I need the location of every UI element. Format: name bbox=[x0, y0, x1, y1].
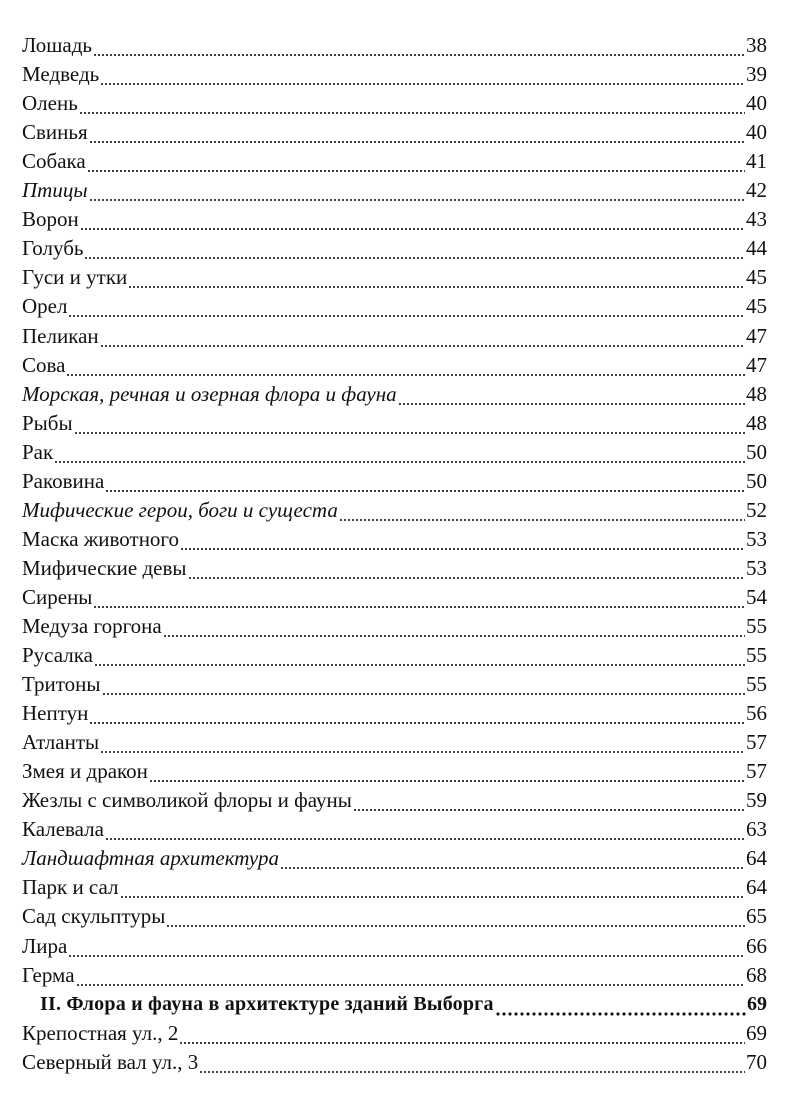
toc-page-number: 40 bbox=[746, 120, 767, 145]
toc-page-number: 38 bbox=[746, 33, 767, 58]
toc-entry-title: Ландшафтная архитектура bbox=[22, 846, 279, 871]
dot-leader bbox=[339, 501, 745, 523]
toc-page-number: 56 bbox=[746, 701, 767, 726]
toc-entry bbox=[22, 494, 767, 523]
toc-entry bbox=[22, 87, 767, 116]
dot-leader bbox=[66, 356, 745, 378]
toc-entry bbox=[22, 203, 767, 232]
toc-entry bbox=[22, 290, 767, 319]
toc-entry-title: Лира bbox=[22, 933, 68, 958]
dot-leader bbox=[79, 94, 745, 116]
toc-entry bbox=[22, 174, 767, 203]
toc-entry bbox=[22, 232, 767, 261]
toc-page-number: 69 bbox=[747, 992, 767, 1015]
toc-page-number: 64 bbox=[746, 846, 767, 871]
toc-entry-title: II. Флора и фауна в архитектуре зданий Выборга bbox=[40, 992, 494, 1015]
toc-page-number: 57 bbox=[746, 759, 767, 784]
toc-entry-title: Раковина bbox=[22, 468, 105, 493]
toc-entry bbox=[22, 842, 767, 871]
toc-entry-title: Сирены bbox=[22, 584, 93, 609]
toc-entry bbox=[22, 784, 767, 813]
toc-entry bbox=[22, 319, 767, 348]
toc-entry bbox=[22, 378, 767, 407]
toc-entry-title: Нептун bbox=[22, 701, 89, 726]
toc-entry bbox=[22, 929, 767, 958]
dot-leader bbox=[94, 646, 745, 668]
toc-entry bbox=[22, 813, 767, 842]
dot-leader bbox=[84, 239, 745, 261]
toc-page-number: 50 bbox=[746, 468, 767, 493]
toc-entry bbox=[22, 465, 767, 494]
toc-entry bbox=[22, 871, 767, 900]
dot-leader bbox=[102, 675, 745, 697]
toc-page-number: 57 bbox=[746, 730, 767, 755]
toc-entry bbox=[22, 668, 767, 697]
table-of-contents bbox=[22, 29, 767, 1075]
toc-entry-title: Рак bbox=[22, 439, 54, 464]
toc-page-number: 68 bbox=[746, 962, 767, 987]
dot-leader bbox=[93, 36, 745, 58]
toc-entry bbox=[22, 1017, 767, 1046]
dot-leader bbox=[100, 65, 745, 87]
dot-leader bbox=[105, 472, 745, 494]
toc-entry-title: Сова bbox=[22, 352, 66, 377]
toc-entry-title: Морская, речная и озерная флора и фауна bbox=[22, 381, 397, 406]
dot-leader bbox=[68, 937, 745, 959]
dot-leader bbox=[180, 530, 745, 552]
toc-entry-title: Олень bbox=[22, 91, 78, 116]
toc-entry bbox=[22, 436, 767, 465]
toc-entry-title: Атланты bbox=[22, 730, 100, 755]
toc-entry-title: Гуси и утки bbox=[22, 265, 128, 290]
dot-leader bbox=[179, 1024, 745, 1046]
toc-page-number: 65 bbox=[746, 904, 767, 929]
toc-entry bbox=[22, 58, 767, 87]
dot-leader bbox=[54, 443, 745, 465]
toc-entry bbox=[22, 407, 767, 436]
toc-page-number: 55 bbox=[746, 672, 767, 697]
dot-leader bbox=[74, 414, 745, 436]
toc-page-number: 44 bbox=[746, 236, 767, 261]
toc-page-number: 47 bbox=[746, 352, 767, 377]
toc-entry-title: Рыбы bbox=[22, 410, 73, 435]
toc-entry-title: Голубь bbox=[22, 236, 84, 261]
toc-entry-title: Мифические герои, боги и сущеста bbox=[22, 497, 338, 522]
toc-entry-title: Парк и сал bbox=[22, 875, 119, 900]
dot-leader bbox=[163, 617, 745, 639]
toc-entry bbox=[22, 29, 767, 58]
dot-leader bbox=[188, 559, 745, 581]
dot-leader bbox=[100, 327, 745, 349]
toc-entry bbox=[22, 349, 767, 378]
toc-entry-title: Лошадь bbox=[22, 33, 92, 58]
toc-entry bbox=[22, 581, 767, 610]
toc-entry bbox=[22, 523, 767, 552]
toc-page-number: 59 bbox=[746, 788, 767, 813]
toc-page-number: 42 bbox=[746, 178, 767, 203]
toc-entry-title: Жезлы с символикой флоры и фауны bbox=[22, 788, 352, 813]
dot-leader bbox=[149, 762, 745, 784]
toc-page-number: 53 bbox=[746, 526, 767, 551]
toc-page-number: 55 bbox=[746, 613, 767, 638]
dot-leader bbox=[495, 995, 746, 1017]
toc-entry-title: Крепостная ул., 2 bbox=[22, 1020, 179, 1045]
dot-leader bbox=[93, 588, 745, 610]
dot-leader bbox=[105, 820, 745, 842]
toc-entry-title: Ворон bbox=[22, 207, 79, 232]
toc-entry-title: Тритоны bbox=[22, 672, 101, 697]
toc-entry-title: Птицы bbox=[22, 178, 88, 203]
dot-leader bbox=[398, 385, 745, 407]
toc-entry bbox=[22, 755, 767, 784]
toc-page-number: 50 bbox=[746, 439, 767, 464]
toc-entry-title: Медведь bbox=[22, 62, 100, 87]
toc-entry-title: Герма bbox=[22, 962, 75, 987]
toc-entry bbox=[22, 697, 767, 726]
toc-entry bbox=[22, 900, 767, 929]
dot-leader bbox=[166, 907, 745, 929]
toc-page-number: 69 bbox=[746, 1020, 767, 1045]
toc-entry-title: Мифические девы bbox=[22, 555, 187, 580]
toc-page-number: 48 bbox=[746, 381, 767, 406]
dot-leader bbox=[199, 1053, 745, 1075]
toc-entry-title: Маска животного bbox=[22, 526, 180, 551]
toc-page-number: 45 bbox=[746, 265, 767, 290]
toc-page-number: 53 bbox=[746, 555, 767, 580]
toc-page-number: 41 bbox=[746, 149, 767, 174]
toc-page-number: 48 bbox=[746, 410, 767, 435]
toc-entry bbox=[22, 116, 767, 145]
dot-leader bbox=[80, 210, 745, 232]
toc-page-number: 66 bbox=[746, 933, 767, 958]
dot-leader bbox=[76, 966, 745, 988]
dot-leader bbox=[89, 704, 745, 726]
toc-entry bbox=[22, 610, 767, 639]
toc-page-number: 52 bbox=[746, 497, 767, 522]
toc-page-number: 45 bbox=[746, 294, 767, 319]
dot-leader bbox=[87, 152, 745, 174]
dot-leader bbox=[68, 297, 745, 319]
toc-entry-title: Орел bbox=[22, 294, 68, 319]
dot-leader bbox=[100, 733, 745, 755]
toc-entry-title: Медуза горгона bbox=[22, 613, 162, 638]
toc-entry-title: Северный вал ул., 3 bbox=[22, 1049, 199, 1074]
toc-page-number: 54 bbox=[746, 584, 767, 609]
toc-entry-title: Пеликан bbox=[22, 323, 99, 348]
dot-leader bbox=[89, 181, 745, 203]
toc-entry-title: Русалка bbox=[22, 643, 93, 668]
toc-page-number: 64 bbox=[746, 875, 767, 900]
toc-entry-title: Змея и дракон bbox=[22, 759, 148, 784]
toc-entry bbox=[22, 639, 767, 668]
toc-entry bbox=[22, 145, 767, 174]
dot-leader bbox=[120, 878, 746, 900]
dot-leader bbox=[89, 123, 745, 145]
toc-page-number: 39 bbox=[746, 62, 767, 87]
toc-entry bbox=[22, 959, 767, 988]
dot-leader bbox=[128, 268, 745, 290]
toc-page-number: 40 bbox=[746, 91, 767, 116]
toc-entry bbox=[22, 552, 767, 581]
toc-entry-title: Собака bbox=[22, 149, 86, 174]
toc-section-heading bbox=[22, 988, 767, 1017]
dot-leader bbox=[353, 791, 745, 813]
toc-page-number: 43 bbox=[746, 207, 767, 232]
toc-entry-title: Свинья bbox=[22, 120, 88, 145]
toc-entry-title: Калевала bbox=[22, 817, 104, 842]
toc-page-number: 55 bbox=[746, 643, 767, 668]
toc-entry bbox=[22, 1046, 767, 1075]
dot-leader bbox=[280, 849, 745, 871]
toc-page-number: 47 bbox=[746, 323, 767, 348]
toc-entry bbox=[22, 726, 767, 755]
toc-entry-title: Сад скульптуры bbox=[22, 904, 166, 929]
toc-entry bbox=[22, 261, 767, 290]
toc-page-number: 63 bbox=[746, 817, 767, 842]
toc-page-number: 70 bbox=[746, 1049, 767, 1074]
